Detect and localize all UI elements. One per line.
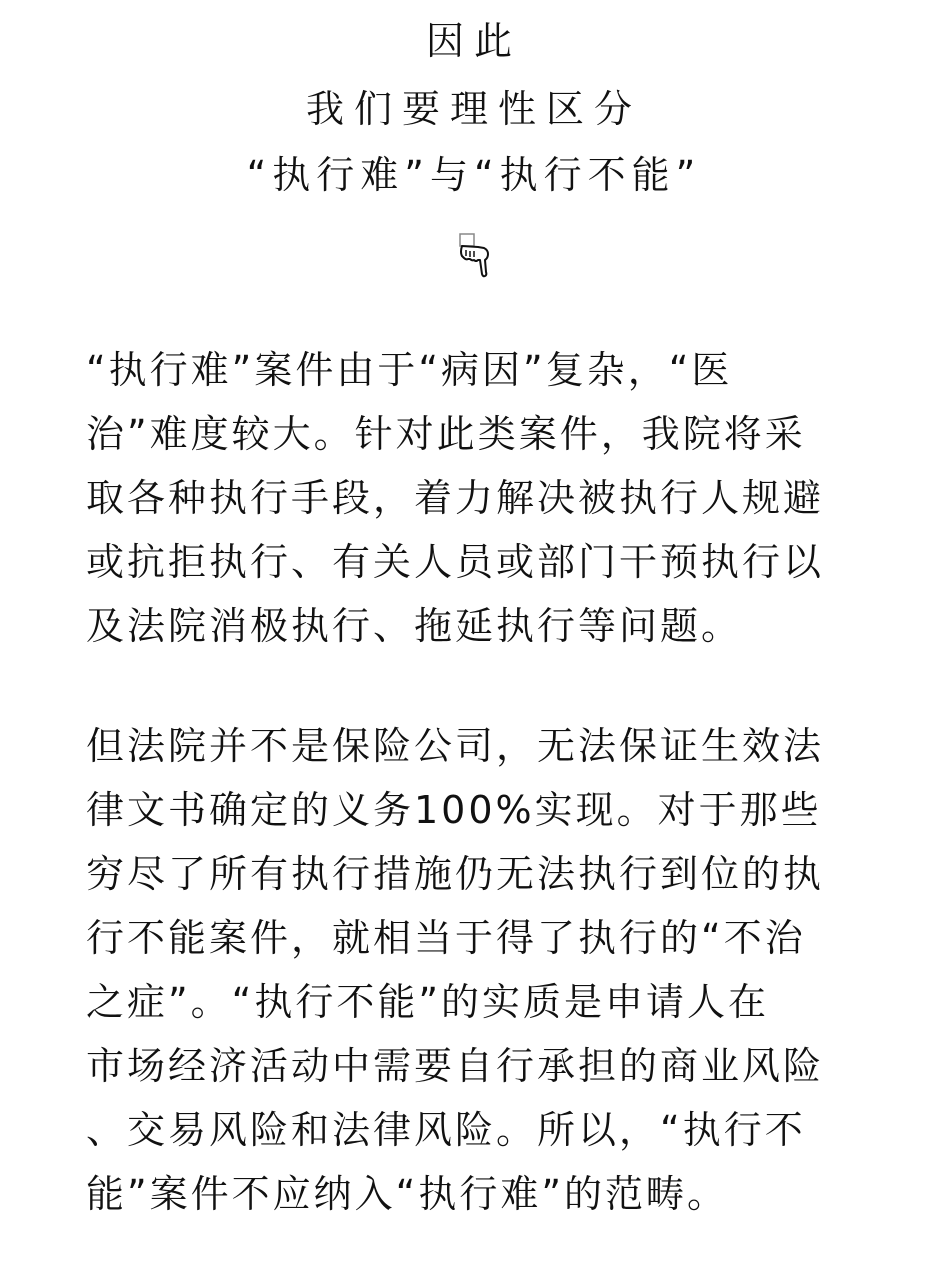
paragraph-line: 但法院并不是保险公司，无法保证生效法 xyxy=(86,724,825,768)
heading-line-1: 因此 xyxy=(425,19,522,63)
paragraph-line: 能”案件不应纳入“执行难”的范畴。 xyxy=(86,1172,729,1216)
paragraph-line: 治”难度较大。针对此类案件，我院将采 xyxy=(86,412,806,456)
paragraph-line: 律文书确定的义务100%实现。对于那些 xyxy=(86,788,822,832)
paragraph-2 xyxy=(86,714,906,1226)
paragraph-line: 之症”。“执行不能”的实质是申请人在 xyxy=(86,980,770,1024)
paragraph-line: 、交易风险和法律风险。所以，“执行不 xyxy=(86,1108,806,1152)
heading-line-2: 我们要理性区分 xyxy=(305,87,642,131)
paragraph-line: 行不能案件，就相当于得了执行的“不治 xyxy=(86,916,806,960)
paragraph-1 xyxy=(86,338,906,658)
paragraph-line: “执行难”案件由于“病因”复杂，“医 xyxy=(86,348,733,392)
paragraph-line: 取各种执行手段，着力解决被执行人规避 xyxy=(86,476,825,520)
paragraph-line: 及法院消极执行、拖延执行等问题。 xyxy=(86,604,743,648)
paragraph-line: 市场经济活动中需要自行承担的商业风险 xyxy=(86,1044,825,1088)
paragraph-line: 穷尽了所有执行措施仍无法执行到位的执 xyxy=(86,852,825,896)
paragraph-line: 或抗拒执行、有关人员或部门干预执行以 xyxy=(86,540,825,584)
heading-line-3: “执行难”与“执行不能” xyxy=(246,153,702,197)
hand-pointing-down-icon xyxy=(454,232,500,278)
